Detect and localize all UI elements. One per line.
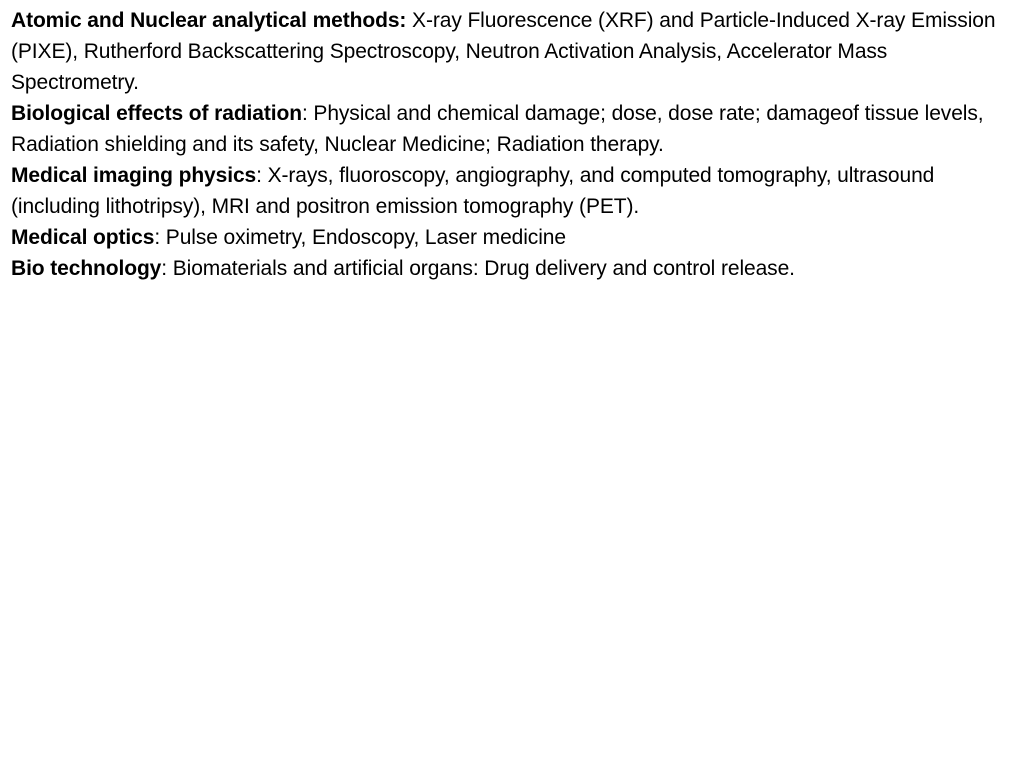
section-medical-imaging xyxy=(11,160,1017,222)
section-text: X-ray Fluorescence (XRF) and Particle-Induced X-ray Emission (PIXE), Rutherford Backscattering Spectroscopy, Neutron Activation Analysis, Accelerator Mass Spectrometry. xyxy=(11,9,996,94)
section-bio-technology xyxy=(11,253,1017,284)
section-term: Atomic and Nuclear analytical methods: xyxy=(11,9,407,32)
section-text: : Pulse oximetry, Endoscopy, Laser medicine xyxy=(154,226,566,249)
section-biological-effects xyxy=(11,98,1017,160)
section-term: Biological effects of radiation xyxy=(11,102,302,125)
section-medical-optics xyxy=(11,222,1017,253)
section-text: : Biomaterials and artificial organs: Drug delivery and control release. xyxy=(161,257,795,280)
slide-body xyxy=(11,5,1017,284)
section-term: Medical optics xyxy=(11,226,155,249)
section-term: Medical imaging physics xyxy=(11,164,257,187)
section-text: : X-rays, fluoroscopy, angiography, and computed tomography, ultrasound (including lithotripsy), MRI and positron emission tomography (PET). xyxy=(11,164,935,218)
section-term: Bio technology xyxy=(11,257,162,280)
section-atomic-nuclear xyxy=(11,5,1017,98)
section-text: : Physical and chemical damage; dose, dose rate; damageof tissue levels, Radiation shielding and its safety, Nuclear Medicine; Radiation therapy. xyxy=(11,102,984,156)
